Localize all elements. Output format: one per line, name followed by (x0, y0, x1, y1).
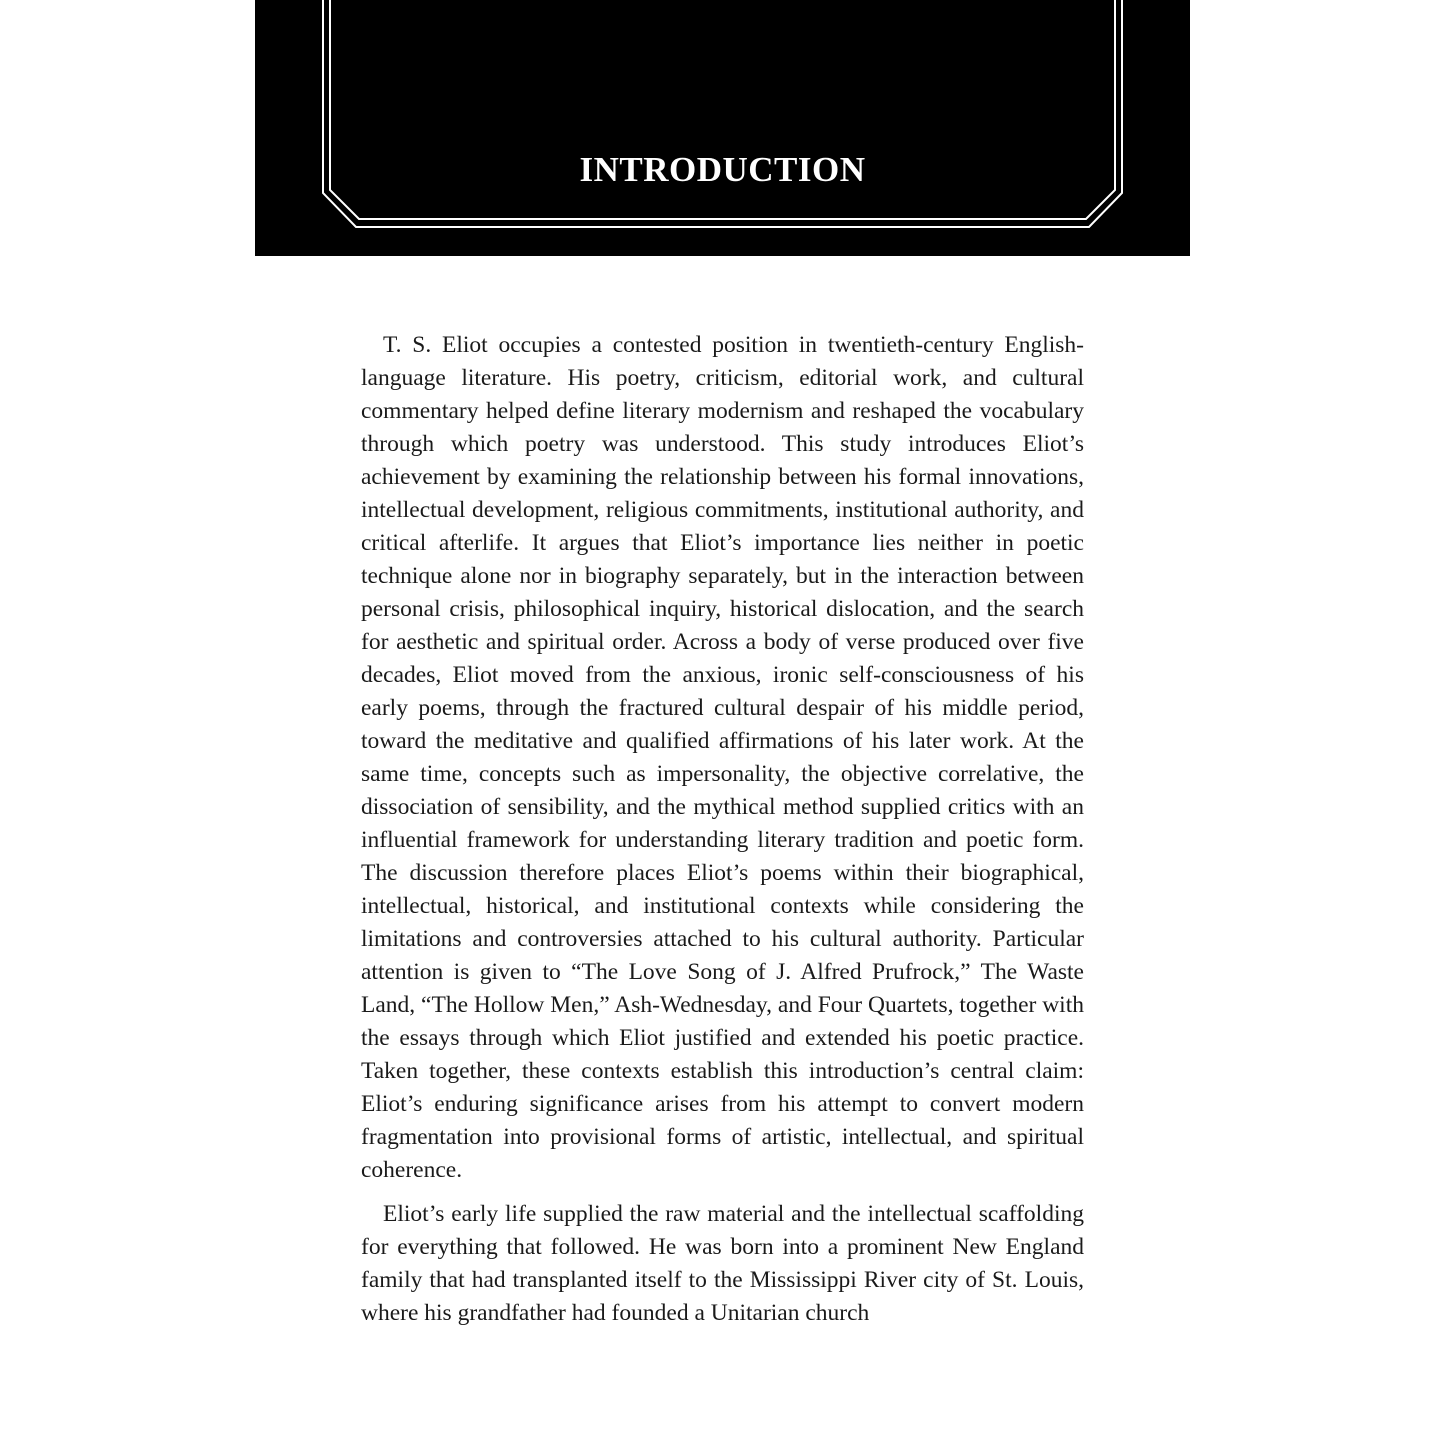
decorative-frame (255, 0, 1190, 256)
chapter-title: INTRODUCTION (579, 150, 866, 189)
paragraph: Eliot’s early life supplied the raw material and the intellectual scaffolding for everything that followed. He was born into a prominent New England family that had transplanted itself to the Mississippi River city of St. Louis, where his grandfather had founded a Unitarian church (361, 1201, 1084, 1326)
chapter-header (255, 0, 1190, 256)
body-text (361, 329, 1084, 1330)
paragraph: T. S. Eliot occupies a contested position in twentieth-century English-language literature. His poetry, criticism, editorial work, and cultural commentary helped define literary modernism and reshaped the vocabulary through which poetry was understood. This study introduces Eliot’s achievement by examining the relationship between his formal innovations, intellectual development, religious commitments, institutional authority, and critical afterlife. It argues that Eliot’s importance lies neither in poetic technique alone nor in biography separately, but in the interaction between personal crisis, philosophical inquiry, historical dislocation, and the search for aesthetic and spiritual order. Across a body of verse produced over five decades, Eliot moved from the anxious, ironic self-consciousness of his early poems, through the fractured cultural despair of his middle period, toward the meditative and qualified affirmations of his later work. At the same time, concepts such as impersonality, the objective correlative, the dissociation of sensibility, and the mythical method supplied critics with an influential framework for understanding literary tradition and poetic form. The discussion therefore places Eliot’s poems within their biographical, intellectual, historical, and institutional contexts while considering the limitations and controversies attached to his cultural authority. Particular attention is given to “The Love Song of J. Alfred Prufrock,” The Waste Land, “The Hollow Men,” Ash-Wednesday, and Four Quartets, together with the essays through which Eliot justified and extended his poetic practice. Taken together, these contexts establish this introduction’s central claim: Eliot’s enduring significance arises from his attempt to convert modern fragmentation into provisional forms of artistic, intellectual, and spiritual coherence. (361, 332, 1084, 1183)
